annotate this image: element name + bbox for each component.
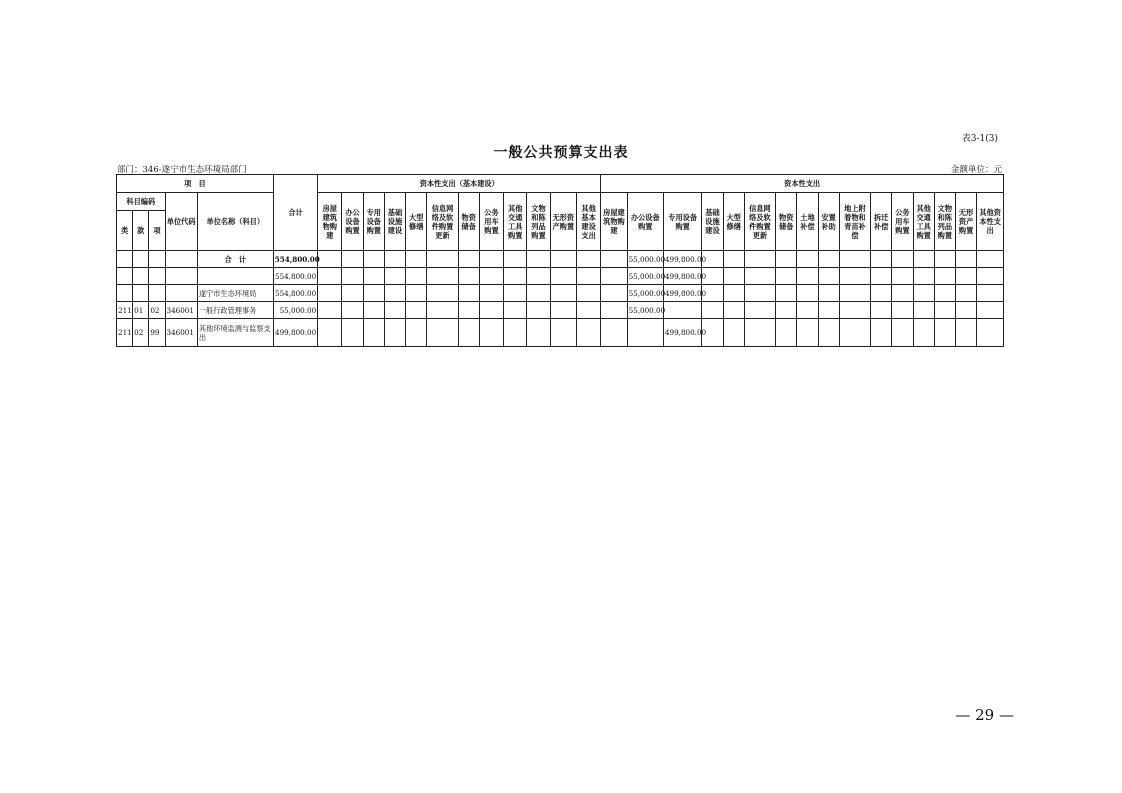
budget-table [116,174,1004,347]
header-row [117,193,1004,211]
kuan-cell [133,251,149,268]
unit-name-cell: 一般行政管理事务 [197,302,273,319]
column-header: 专用设备购置 [663,193,701,251]
subject-code-header: 科目编码 [117,193,166,211]
total-cell: 554,800.00 [273,285,317,302]
unit-code-cell: 346001 [165,319,197,347]
office-equipment-cell: 55,000.00 [627,268,663,285]
table-code: 表3-1(3) [961,134,998,144]
unit-name-cell: 其他环境监测与监察支出 [197,319,273,347]
unit-code-cell [165,268,197,285]
item-header: 项 目 [117,175,274,193]
special-equipment-cell: 499,800.00 [663,268,701,285]
unit-code-cell: 346001 [165,302,197,319]
kuan-cell [133,268,149,285]
column-header: 其他交通工具购置 [504,193,527,251]
column-header: 公务用车购置 [479,193,503,251]
lei-cell [117,268,133,285]
xiang-cell [149,251,165,268]
currency-unit-label: 金额单位：元 [950,165,1002,175]
column-header: 无形资产购置 [550,193,576,251]
page-title: 一般公共预算支出表 [493,145,629,161]
column-header: 房屋建筑物购建 [601,193,627,251]
page-number: — 29 — [955,706,1014,724]
lei-header: 类 [117,211,133,251]
capital-basic-construction-header: 资本性支出（基本建设） [318,175,601,193]
kuan-cell: 01 [133,302,149,319]
unit-name-cell: 合 计 [197,251,273,268]
column-header: 文物和陈列品购置 [934,193,955,251]
column-header: 专用设备购置 [363,193,384,251]
table-row [117,251,1004,268]
column-header: 大型修缮 [406,193,427,251]
special-equipment-cell: 499,800.00 [663,285,701,302]
column-header: 办公设备购置 [627,193,663,251]
lei-cell: 211 [117,302,133,319]
special-equipment-cell: 499,800.00 [663,319,701,347]
total-cell: 554,800.00 [273,268,317,285]
column-header: 土地补偿 [797,193,818,251]
special-equipment-cell [663,302,701,319]
total-header: 合计 [273,175,317,251]
column-header: 基础设施建设 [384,193,405,251]
unit-code-header: 单位代码 [165,193,197,251]
xiang-header: 项 [149,211,165,251]
kuan-cell: 02 [133,319,149,347]
column-header: 房屋建筑物购建 [318,193,342,251]
capital-expenditure-header: 资本性支出 [601,175,1004,193]
xiang-cell [149,285,165,302]
column-header: 其他资本性支出 [977,193,1004,251]
lei-cell [117,251,133,268]
column-header: 信息网络及软件购置更新 [427,193,458,251]
column-header: 其他交通工具购置 [913,193,934,251]
table-row [117,285,1004,302]
table-row [117,319,1004,347]
office-equipment-cell: 55,000.00 [627,285,663,302]
kuan-header: 款 [133,211,149,251]
column-header: 办公设备购置 [342,193,363,251]
unit-code-cell [165,251,197,268]
total-cell: 55,000.00 [273,302,317,319]
unit-name-cell [197,268,273,285]
column-header: 基础设施建设 [702,193,723,251]
kuan-cell [133,285,149,302]
column-header: 信息网络及软件购置更新 [744,193,775,251]
table-row [117,268,1004,285]
column-header: 文物和陈列品购置 [527,193,550,251]
unit-code-cell [165,285,197,302]
total-cell: 554,800.00 [273,251,317,268]
office-equipment-cell: 55,000.00 [627,302,663,319]
column-header: 其他基本建设支出 [576,193,600,251]
total-cell: 499,800.00 [273,319,317,347]
column-header: 大型修缮 [723,193,744,251]
department-label: 部门：346-遂宁市生态环境局部门 [117,165,247,175]
column-header: 无形资产购置 [955,193,976,251]
lei-cell: 211 [117,319,133,347]
special-equipment-cell: 499,800.00 [663,251,701,268]
lei-cell [117,285,133,302]
xiang-cell [149,268,165,285]
column-header: 地上附着物和青苗补偿 [839,193,870,251]
xiang-cell: 99 [149,319,165,347]
column-header: 拆迁补偿 [871,193,892,251]
office-equipment-cell: 55,000.00 [627,251,663,268]
column-header: 物资储备 [458,193,479,251]
unit-name-cell: 遂宁市生态环境局 [197,285,273,302]
unit-name-header: 单位名称（科目） [197,193,273,251]
xiang-cell: 02 [149,302,165,319]
column-header: 公务用车购置 [892,193,913,251]
column-header: 物资储备 [776,193,797,251]
column-header: 安置补助 [818,193,839,251]
table-row [117,302,1004,319]
office-equipment-cell [627,319,663,347]
header-row [117,175,1004,193]
